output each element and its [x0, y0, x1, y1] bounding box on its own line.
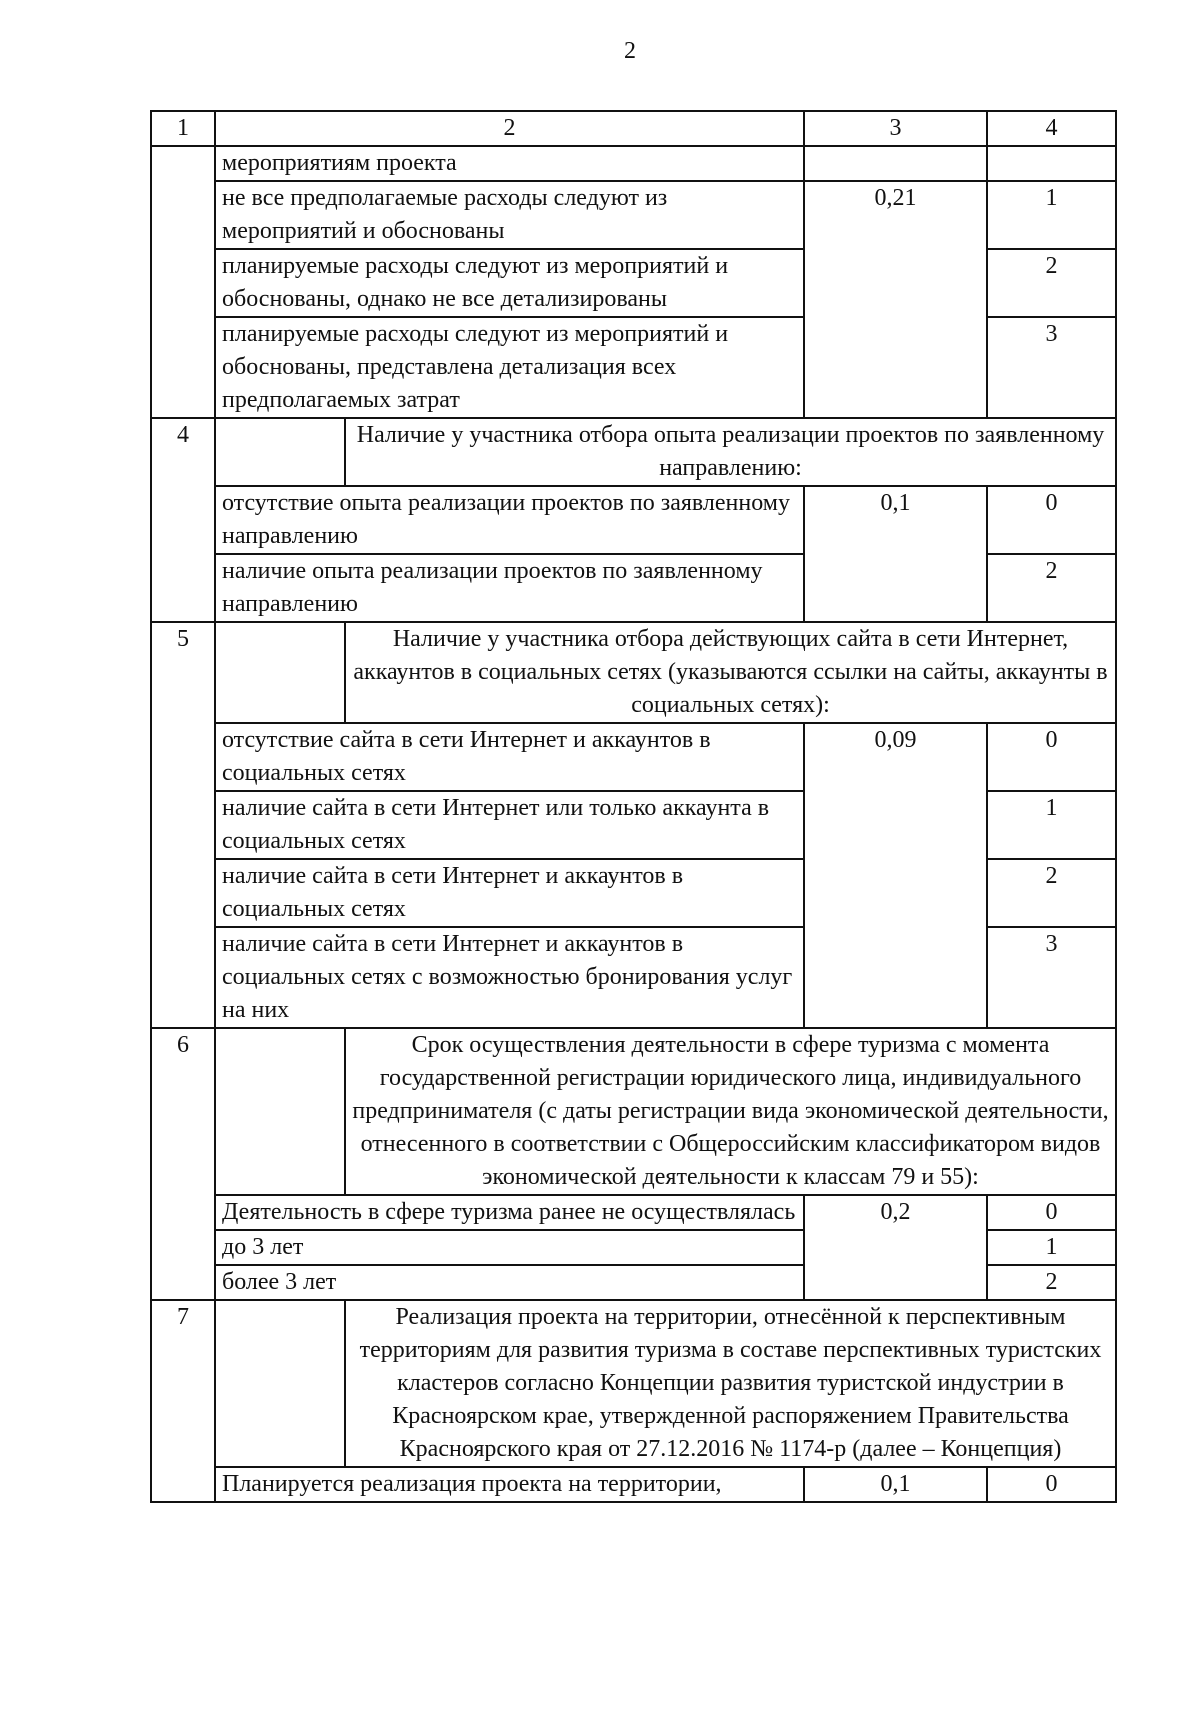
criterion-tail: мероприятиям проекта: [215, 146, 804, 181]
table-row: [151, 723, 1116, 791]
criterion-number-cell: [151, 146, 215, 418]
table-row: [151, 1195, 1116, 1230]
criterion-title: Срок осуществления деятельности в сфере туризма с момента государственной регистрации юридического лица, индивидуального предпринимателя (с даты регистрации вида экономической деятельности, отнесенного в соответствии с Общероссийским классификатором видов экономической деятельности к классам 79 и 55):: [345, 1028, 1116, 1195]
table-row: [151, 486, 1116, 554]
option-score: 2: [987, 1265, 1116, 1300]
option-text: наличие сайта в сети Интернет или только аккаунта в социальных сетях: [215, 791, 804, 859]
weight-coefficient: 0,09: [804, 723, 987, 1028]
empty-weight-cell: [804, 146, 987, 181]
option-text: отсутствие опыта реализации проектов по заявленному направлению: [215, 486, 804, 554]
option-text: Планируется реализация проекта на территории,: [215, 1467, 804, 1502]
option-text: наличие сайта в сети Интернет и аккаунтов в социальных сетях: [215, 859, 804, 927]
weight-coefficient: 0,1: [804, 486, 987, 622]
header-cell-4: 4: [987, 111, 1116, 146]
option-score: 0: [987, 1195, 1116, 1230]
option-score: 2: [987, 554, 1116, 622]
page-number: 2: [624, 38, 636, 64]
option-score: 1: [987, 181, 1116, 249]
option-text: планируемые расходы следуют из мероприятий и обоснованы, представлена детализация всех предполагаемых затрат: [215, 317, 804, 418]
weight-coefficient: 0,21: [804, 181, 987, 418]
criterion-title-row: [151, 1028, 1116, 1195]
criterion-title-row: [151, 1300, 1116, 1467]
criteria-table: [150, 110, 1117, 1503]
option-score: 2: [987, 859, 1116, 927]
option-text: наличие сайта в сети Интернет и аккаунтов в социальных сетях с возможностью бронирования услуг на них: [215, 927, 804, 1028]
header-cell-1: 1: [151, 111, 215, 146]
table-row: [151, 146, 1116, 181]
criterion-title: Наличие у участника отбора действующих сайта в сети Интернет, аккаунтов в социальных сетях (указываются ссылки на сайты, аккаунты в социальных сетях):: [345, 622, 1116, 723]
option-score: 1: [987, 791, 1116, 859]
criterion-title: Наличие у участника отбора опыта реализации проектов по заявленному направлению:: [345, 418, 1116, 486]
empty-cell: [215, 418, 345, 486]
table-row: [151, 181, 1116, 249]
criterion-number: 6: [151, 1028, 215, 1300]
option-text: Деятельность в сфере туризма ранее не осуществлялась: [215, 1195, 804, 1230]
weight-coefficient: 0,1: [804, 1467, 987, 1502]
criterion-number: 7: [151, 1300, 215, 1502]
empty-score-cell: [987, 146, 1116, 181]
empty-cell: [215, 622, 345, 723]
header-cell-2: 2: [215, 111, 804, 146]
criterion-title: Реализация проекта на территории, отнесённой к перспективным территориям для развития туризма в составе перспективных туристских кластеров согласно Концепции развития туристской индустрии в Красноярском крае, утвержденной распоряжением Правительства Красноярского края от 27.12.2016 № 1174-р (далее – Концепция): [345, 1300, 1116, 1467]
option-text: отсутствие сайта в сети Интернет и аккаунтов в социальных сетях: [215, 723, 804, 791]
option-text: наличие опыта реализации проектов по заявленному направлению: [215, 554, 804, 622]
option-text: планируемые расходы следуют из мероприятий и обоснованы, однако не все детализированы: [215, 249, 804, 317]
option-text: более 3 лет: [215, 1265, 804, 1300]
option-score: 3: [987, 927, 1116, 1028]
weight-coefficient: 0,2: [804, 1195, 987, 1300]
criterion-title-row: [151, 622, 1116, 723]
option-score: 0: [987, 723, 1116, 791]
table-header-row: [151, 111, 1116, 146]
empty-cell: [215, 1300, 345, 1467]
option-score: 2: [987, 249, 1116, 317]
criterion-number: 5: [151, 622, 215, 1028]
criterion-title-row: [151, 418, 1116, 486]
option-score: 3: [987, 317, 1116, 418]
criterion-number: 4: [151, 418, 215, 622]
option-score: 0: [987, 1467, 1116, 1502]
table-row: [151, 1467, 1116, 1502]
empty-cell: [215, 1028, 345, 1195]
option-score: 0: [987, 486, 1116, 554]
header-cell-3: 3: [804, 111, 987, 146]
option-score: 1: [987, 1230, 1116, 1265]
option-text: до 3 лет: [215, 1230, 804, 1265]
option-text: не все предполагаемые расходы следуют из мероприятий и обоснованы: [215, 181, 804, 249]
